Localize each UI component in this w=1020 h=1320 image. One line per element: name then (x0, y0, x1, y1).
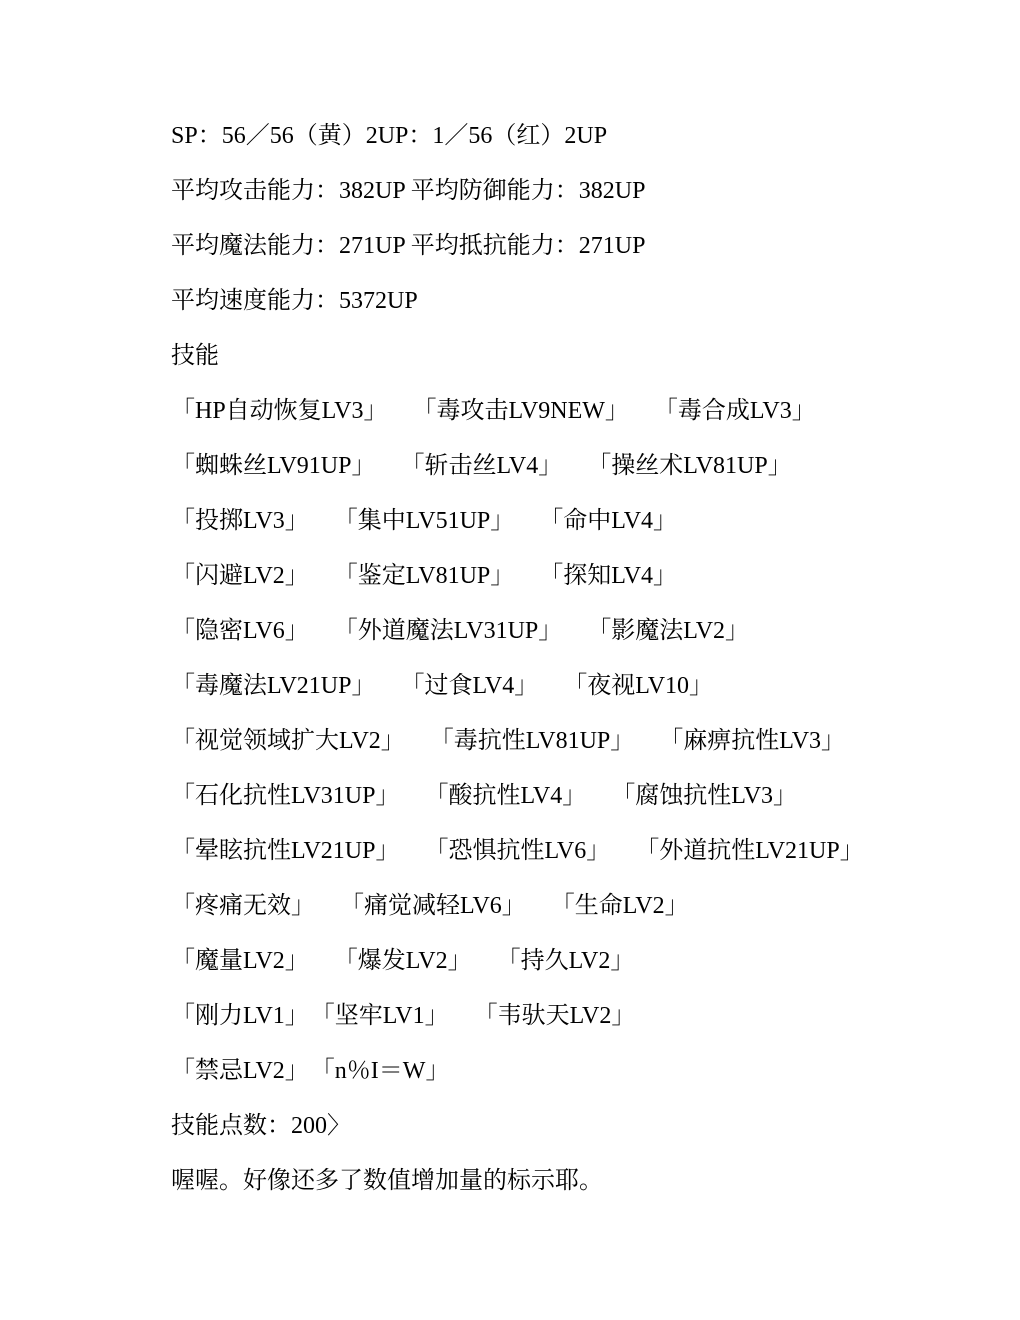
skill-item: 「麻痹抗性LV3」 (659, 728, 846, 754)
skill-item: 「斩击丝LV4」 (400, 453, 563, 479)
skill-row (171, 387, 971, 442)
skill-row (171, 882, 971, 937)
skill-row (171, 607, 971, 662)
sp-line: SP：56／56（黄）2UP：1／56（红）2UP (171, 123, 608, 149)
skill-item: 「HP自动恢复LV3」 (171, 398, 388, 424)
skill-item: 「影魔法LV2」 (587, 618, 750, 644)
skill-item: 「坚牢LV1」 (310, 1003, 449, 1029)
skill-item: 「韦驮天LV2」 (473, 1003, 636, 1029)
skill-item: 「操丝术LV81UP」 (587, 453, 792, 479)
skill-item: 「酸抗性LV4」 (424, 783, 587, 809)
speed-line: 平均速度能力：5372UP (171, 288, 418, 314)
skill-item: 「n％I＝W」 (310, 1058, 450, 1084)
skill-item: 「鉴定LV81UP」 (333, 563, 515, 589)
skill-item: 「夜视LV10」 (563, 673, 714, 699)
skill-item: 「投掷LV3」 (171, 508, 309, 534)
attack-defense-line: 平均攻击能力：382UP 平均防御能力：382UP (171, 178, 646, 204)
skill-item: 「闪避LV2」 (171, 563, 309, 589)
skill-row (171, 717, 971, 772)
skill-item: 「持久LV2」 (496, 948, 635, 974)
skill-item: 「毒攻击LV9NEW」 (412, 398, 629, 424)
skill-row (171, 937, 971, 992)
skill-item: 「疼痛无效」 (171, 893, 315, 919)
skill-row (171, 662, 971, 717)
magic-resist-line: 平均魔法能力：271UP 平均抵抗能力：271UP (171, 233, 646, 259)
skill-item: 「石化抗性LV31UP」 (171, 783, 400, 809)
skill-row (171, 442, 971, 497)
skill-row (171, 827, 971, 882)
skill-item: 「毒合成LV3」 (653, 398, 816, 424)
skill-points-line: 技能点数：200〉 (171, 1113, 351, 1139)
skill-row (171, 552, 971, 607)
skill-item: 「刚力LV1」 (171, 1003, 309, 1029)
closing-paragraph: 喔喔。好像还多了数值增加量的标示耶。 (171, 1168, 603, 1194)
skill-item: 「外道魔法LV31UP」 (333, 618, 563, 644)
skill-item: 「探知LV4」 (539, 563, 678, 589)
skill-item: 「腐蚀抗性LV3」 (611, 783, 798, 809)
skill-item: 「隐密LV6」 (171, 618, 309, 644)
skill-row (171, 772, 971, 827)
skill-row (171, 992, 971, 1047)
skill-row (171, 497, 971, 552)
skill-item: 「生命LV2」 (550, 893, 689, 919)
skill-item: 「毒抗性LV81UP」 (429, 728, 635, 754)
skill-item: 「蜘蛛丝LV91UP」 (171, 453, 376, 479)
document-body (171, 112, 971, 1212)
skill-item: 「恐惧抗性LV6」 (424, 838, 611, 864)
skill-item: 「晕眩抗性LV21UP」 (171, 838, 400, 864)
skill-item: 「过食LV4」 (400, 673, 539, 699)
skill-item: 「集中LV51UP」 (333, 508, 515, 534)
skill-row (171, 1047, 971, 1102)
skill-item: 「毒魔法LV21UP」 (171, 673, 376, 699)
skill-item: 「外道抗性LV21UP」 (635, 838, 864, 864)
skills-heading: 技能 (171, 343, 219, 369)
skill-item: 「爆发LV2」 (333, 948, 472, 974)
skill-item: 「禁忌LV2」 (171, 1058, 309, 1084)
skill-item: 「命中LV4」 (539, 508, 678, 534)
skill-item: 「视觉领域扩大LV2」 (171, 728, 405, 754)
skill-item: 「魔量LV2」 (171, 948, 309, 974)
skill-item: 「痛觉减轻LV6」 (340, 893, 526, 919)
